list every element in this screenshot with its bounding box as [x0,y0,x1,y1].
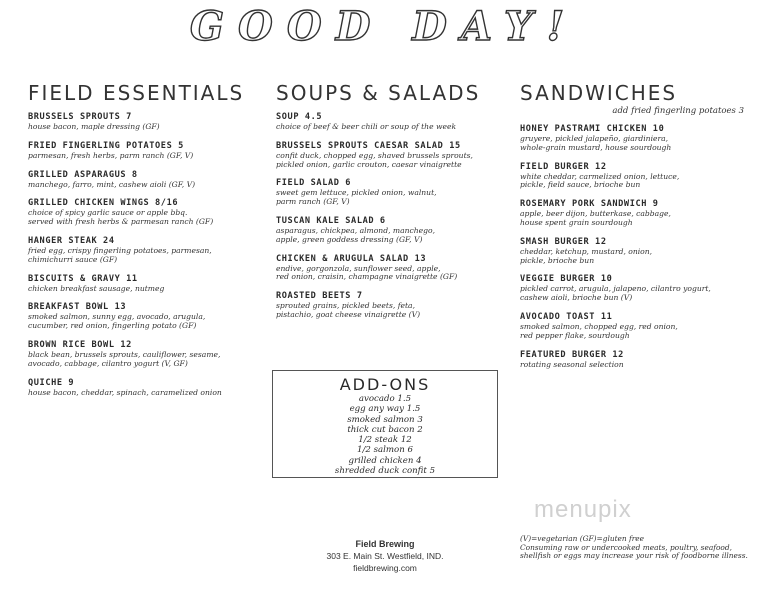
section-heading: SOUPS & SALADS [276,81,481,105]
menu-item [276,291,504,320]
menu-item-name: VEGGIE BURGER 10 [520,274,613,285]
addon-price: 4 [416,455,422,466]
menu-item [28,378,256,398]
addons-box [272,370,498,478]
menu-item-description [276,227,504,245]
description-line: chicken breakfast sausage, nutmeg [28,283,165,293]
disclaimer-line: Consuming raw or undercooked meats, poultry, seafood, [520,542,732,552]
menu-item-description [28,247,256,265]
menu-item-name: HONEY PASTRAMI CHICKEN 10 [520,124,665,134]
menu-item-description [520,285,744,303]
description-line: pickle, brioche bun [520,255,595,265]
addon-price: 1.5 [397,394,412,404]
menu-item-name: ROSEMARY PORK SANDWICH 9 [520,199,659,210]
addon-label: thick cut bacon [347,424,415,435]
menu-item-name: GRILLED ASPARAGUS 8 [28,169,138,180]
menu-item-description [28,389,256,398]
description-line: sprouted grains, pickled beets, feta, [276,301,415,311]
addon-item [273,445,497,455]
section-note: add fried fingerling potatoes 3 [612,106,744,116]
section-heading: FIELD ESSENTIALS [28,81,245,105]
menu-item [276,254,504,283]
menu-item-description [28,181,256,190]
menu-item-name: AVOCADO TOAST 11 [520,311,613,322]
addon-item [273,456,497,466]
menu-item [276,112,504,132]
description-line: cheddar, ketchup, mustard, onion, [520,246,653,256]
description-line: choice of beef & beer chili or soup of the week [276,122,457,131]
description-line: house bacon, maple dressing (GF) [28,122,160,131]
description-line: smoked salmon, sunny egg, avocado, arugula, [28,312,206,322]
description-line: pickled carrot, arugula, jalapeno, cilantro yogurt, [520,284,711,294]
menu-item-name: TUSCAN KALE SALAD 6 [276,215,386,226]
addon-price: 6 [407,445,413,456]
description-line: cucumber, red onion, fingerling potato (GF) [28,321,197,331]
description-line: smoked salmon, chopped egg, red onion, [520,321,678,331]
menu-item-description [276,302,504,320]
description-line: chimichurri sauce (GF) [28,254,118,264]
addon-price: 2 [417,424,423,435]
menu-item-name: BROWN RICE BOWL 12 [28,339,132,350]
menu-item [276,178,504,207]
watermark-banner [520,474,690,486]
description-line: white cheddar, carmelized onion, lettuce, [520,171,680,181]
menu-item [28,198,256,227]
menu-item [520,312,744,341]
menu-item-name: SOUP 4.5 [276,112,323,122]
menu-item-name: FRIED FINGERLING POTATOES 5 [28,140,184,151]
description-line: parmesan, fresh herbs, parm ranch (GF, V) [28,150,194,160]
menu-item-name: ROASTED BEETS 7 [276,291,363,302]
menu-item [520,199,744,228]
description-line: asparagus, chickpea, almond, manchego, [276,225,435,235]
menu-item-name: BRUSSELS SPROUTS CAESAR SALAD 15 [276,140,461,151]
menu-item-description [276,152,504,170]
menu-item-description [520,323,744,341]
menu-item [520,350,744,370]
description-line: pickled onion, garlic crouton, caesar vinaigrette [276,159,462,169]
section-heading: SANDWICHES [520,81,678,105]
description-line: served with fresh herbs & parmesan ranch (GF) [28,217,214,227]
addon-item [273,394,497,404]
addon-price: 1.5 [406,404,421,415]
column-sandwiches [520,82,744,378]
description-line: endive, gorgonzola, sunflower seed, apple, [276,263,441,273]
footer-website: fieldbrewing.com [353,563,417,573]
menu-item [28,141,256,161]
description-line: pickle, field sauce, brioche bun [520,180,641,190]
description-line: choice of spicy garlic sauce or apple bbq. [28,208,188,218]
description-line: fried egg, crispy fingerling potatoes, parmesan, [28,245,212,255]
disclaimer [520,534,748,561]
menu-item [520,162,744,191]
description-line: black bean, brussels sprouts, cauliflower, sesame, [28,349,221,359]
description-line: apple, beer dijon, butterkase, cabbage, [520,209,671,219]
menu-item-description [276,123,504,132]
menu-item-description [276,189,504,207]
description-line: whole-grain mustard, house sourdough [520,142,672,152]
menu-item [28,236,256,265]
menu-item-description [28,351,256,369]
description-line: manchego, farro, mint, cashew aioli (GF, V) [28,179,196,189]
addons-title: ADD-ONS [339,375,431,394]
addon-label: avocado [358,394,395,404]
addon-label: 1/2 salmon [357,445,405,456]
column-soups-salads [276,82,504,329]
menu-item-name: BRUSSELS SPROUTS 7 [28,112,132,122]
menu-item-name: FEATURED BURGER 12 [520,349,624,360]
menu-item-description [520,361,744,370]
description-line: house spent grain sourdough [520,217,633,227]
disclaimer-line: shellfish or eggs may increase your risk of foodborne illness. [520,551,748,561]
description-line: parm ranch (GF, V) [276,197,350,207]
addon-price: 12 [400,435,412,446]
addon-item [273,404,497,414]
menu-item-description [28,209,256,227]
menu-item [28,274,256,294]
footer [290,538,480,574]
menu-item [28,170,256,190]
addons-list [273,394,497,476]
menu-item-name: FIELD BURGER 12 [520,161,607,172]
menu-item [276,141,504,170]
description-line: pistachio, goat cheese vinaigrette (V) [276,309,421,319]
footer-brand: Field Brewing [355,539,415,549]
description-line: rotating seasonal selection [520,359,624,369]
description-line: red onion, craisin, champagne vinaigrette (GF) [276,272,458,282]
addon-item [273,435,497,445]
menu-item-description [276,265,504,283]
addon-item [273,415,497,425]
menu-item-description [28,123,256,132]
watermark-logo: menupix [534,496,632,523]
description-line: confit duck, chopped egg, shaved brussels sprouts, [276,150,473,160]
menu-item [276,216,504,245]
addon-item [273,425,497,435]
menu-item-name: FIELD SALAD 6 [276,178,352,189]
menu-item-name: SMASH BURGER 12 [520,236,607,247]
menu-title: GOOD DAY! [189,3,579,50]
addon-label: shredded duck confit [334,466,427,477]
menu-item-description [520,248,744,266]
menu-item-description [28,285,256,294]
footer-address: 303 E. Main St. Westfield, IND. [326,551,444,561]
description-line: cashew aioli, brioche bun (V) [520,293,633,303]
menu-item-name: GRILLED CHICKEN WINGS 8/16 [28,198,179,209]
addon-label: smoked salmon [347,414,415,425]
menu-item-name: BISCUITS & GRAVY 11 [28,273,138,284]
menu-item [520,237,744,266]
menu-item-description [520,173,744,191]
menu-item-description [520,210,744,228]
addon-label: 1/2 steak [358,435,399,446]
disclaimer-line: (V)=vegetarian (GF)=gluten free [520,534,645,543]
addon-label: egg any way [349,404,404,415]
description-line: sweet gem lettuce, pickled onion, walnut, [276,188,437,198]
menu-item [28,112,256,132]
menu-item-description [520,135,744,153]
menu-item [520,124,744,153]
description-line: red pepper flake, sourdough [520,330,630,340]
menu-item-name: CHICKEN & ARUGULA SALAD 13 [276,253,427,264]
menu-item-description [28,152,256,161]
addon-item [273,466,497,476]
menu-item-name: BREAKFAST BOWL 13 [28,302,127,313]
menu-item [28,340,256,369]
menu-item-name: QUICHE 9 [28,377,75,388]
addon-price: 5 [429,466,436,477]
menu-item-name: HANGER STEAK 24 [28,235,115,246]
description-line: avocado, cabbage, cilantro yogurt (V, GF) [28,358,188,368]
addon-label: grilled chicken [348,455,414,466]
menu-item [28,302,256,331]
menu-item-description [28,313,256,331]
description-line: gruyere, pickled jalapeño, giardiniera, [520,134,669,143]
description-line: house bacon, cheddar, spinach, caramelized onion [28,387,222,397]
menu-item [520,274,744,303]
addon-price: 3 [417,414,423,425]
column-field-essentials [28,82,256,406]
description-line: apple, green goddess dressing (GF, V) [276,234,423,244]
